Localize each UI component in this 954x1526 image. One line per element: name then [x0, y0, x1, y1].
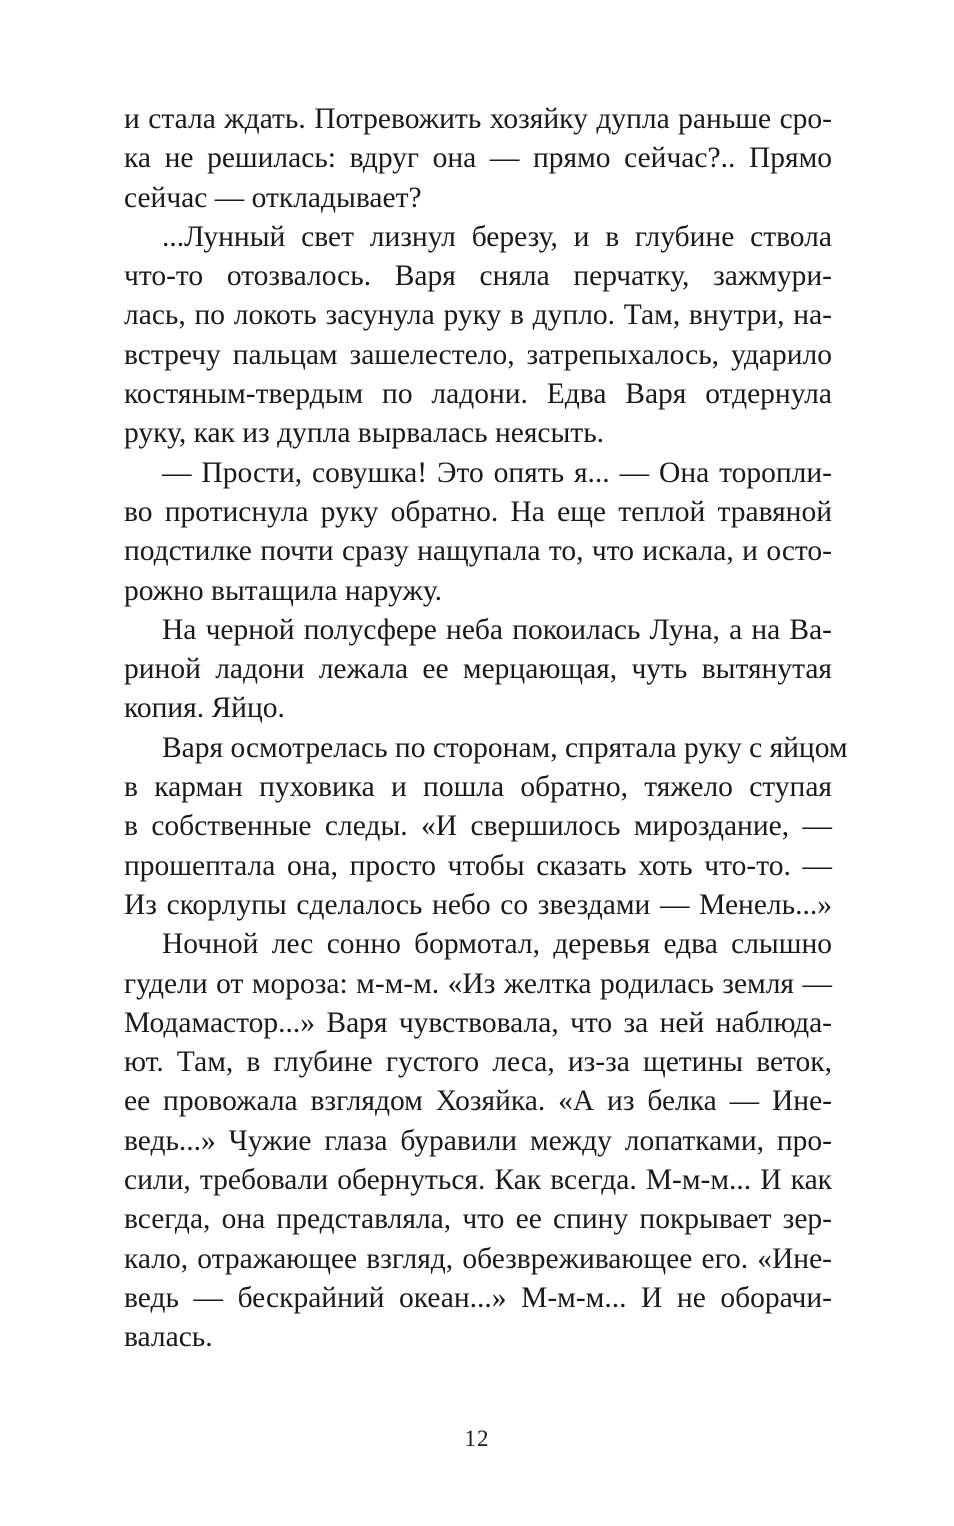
text-line: ка не решилась: вдруг она — прямо сейчас?.. Прямо	[124, 142, 832, 175]
text-line: рожно вытащила наружу.	[124, 574, 443, 607]
text-line: ют. Там, в глубине густого леса, из-за щетины веток,	[124, 1046, 832, 1079]
text-line: в карман пуховика и пошла обратно, тяжело ступая	[124, 771, 832, 804]
text-line: риной ладони лежала ее мерцающая, чуть вытянутая	[124, 653, 832, 686]
text-line: валась.	[124, 1321, 213, 1354]
text-line: Модамастор...» Варя чувствовала, что за ней наблюда-	[124, 1006, 832, 1039]
text-line: ...Лунный свет лизнул березу, и в глубине ствола	[162, 220, 832, 253]
text-line: в собственные следы. «И свершилось мироздание, —	[124, 810, 832, 843]
text-line: руку, как из дупла вырвалась неясыть.	[124, 417, 605, 450]
text-line: Варя осмотрелась по сторонам, спрятала руку с яйцом	[162, 731, 848, 764]
text-line: лась, по локоть засунула руку в дупло. Там, внутри, на-	[124, 299, 832, 332]
text-line: ведь...» Чужие глаза буравили между лопатками, про-	[124, 1124, 832, 1157]
text-line: ее провожала взглядом Хозяйка. «А из белка — Ине-	[124, 1085, 832, 1118]
text-line: и стала ждать. Потревожить хозяйку дупла раньше сро-	[124, 103, 832, 135]
text-line: сили, требовали обернуться. Как всегда. М-м-м... И как	[124, 1164, 832, 1197]
text-line: что-то отозвалось. Варя сняла перчатку, зажмури-	[124, 260, 832, 293]
page-number: 12	[464, 1426, 490, 1451]
text-line: кало, отражающее взгляд, обезвреживающее его. «Ине-	[124, 1242, 832, 1275]
text-line: всегда, она представляла, что ее спину покрывает зер-	[124, 1203, 832, 1236]
text-line: встречу пальцам зашелестело, затрепыхалось, ударило	[124, 338, 832, 371]
text-line: — Прости, совушка! Это опять я... — Она торопли-	[162, 456, 832, 489]
text-line: подстилке почти сразу нащупала то, что искала, и осто-	[124, 535, 832, 568]
text-line: костяным-твердым по ладони. Едва Варя отдернула	[124, 378, 832, 411]
text-line: во протиснула руку обратно. На еще теплой травяной	[124, 495, 832, 528]
text-line: копия. Яйцо.	[124, 692, 285, 725]
text-line: ведь — бескрайний океан...» М-м-м... И не оборачи-	[124, 1281, 832, 1314]
text-line: сейчас — откладывает?	[124, 181, 422, 214]
text-line: прошептала она, просто чтобы сказать хоть что-то. —	[124, 849, 832, 882]
text-line: гудели от мороза: м-м-м. «Из желтка родилась земля —	[124, 967, 832, 1000]
text-line: Ночной лес сонно бормотал, деревья едва слышно	[162, 928, 832, 961]
text-line: Из скорлупы сделалось небо со звездами — Менель...»	[124, 888, 832, 921]
text-line: На черной полусфере неба покоилась Луна, а на Ва-	[162, 613, 832, 646]
page-body	[124, 100, 848, 1358]
